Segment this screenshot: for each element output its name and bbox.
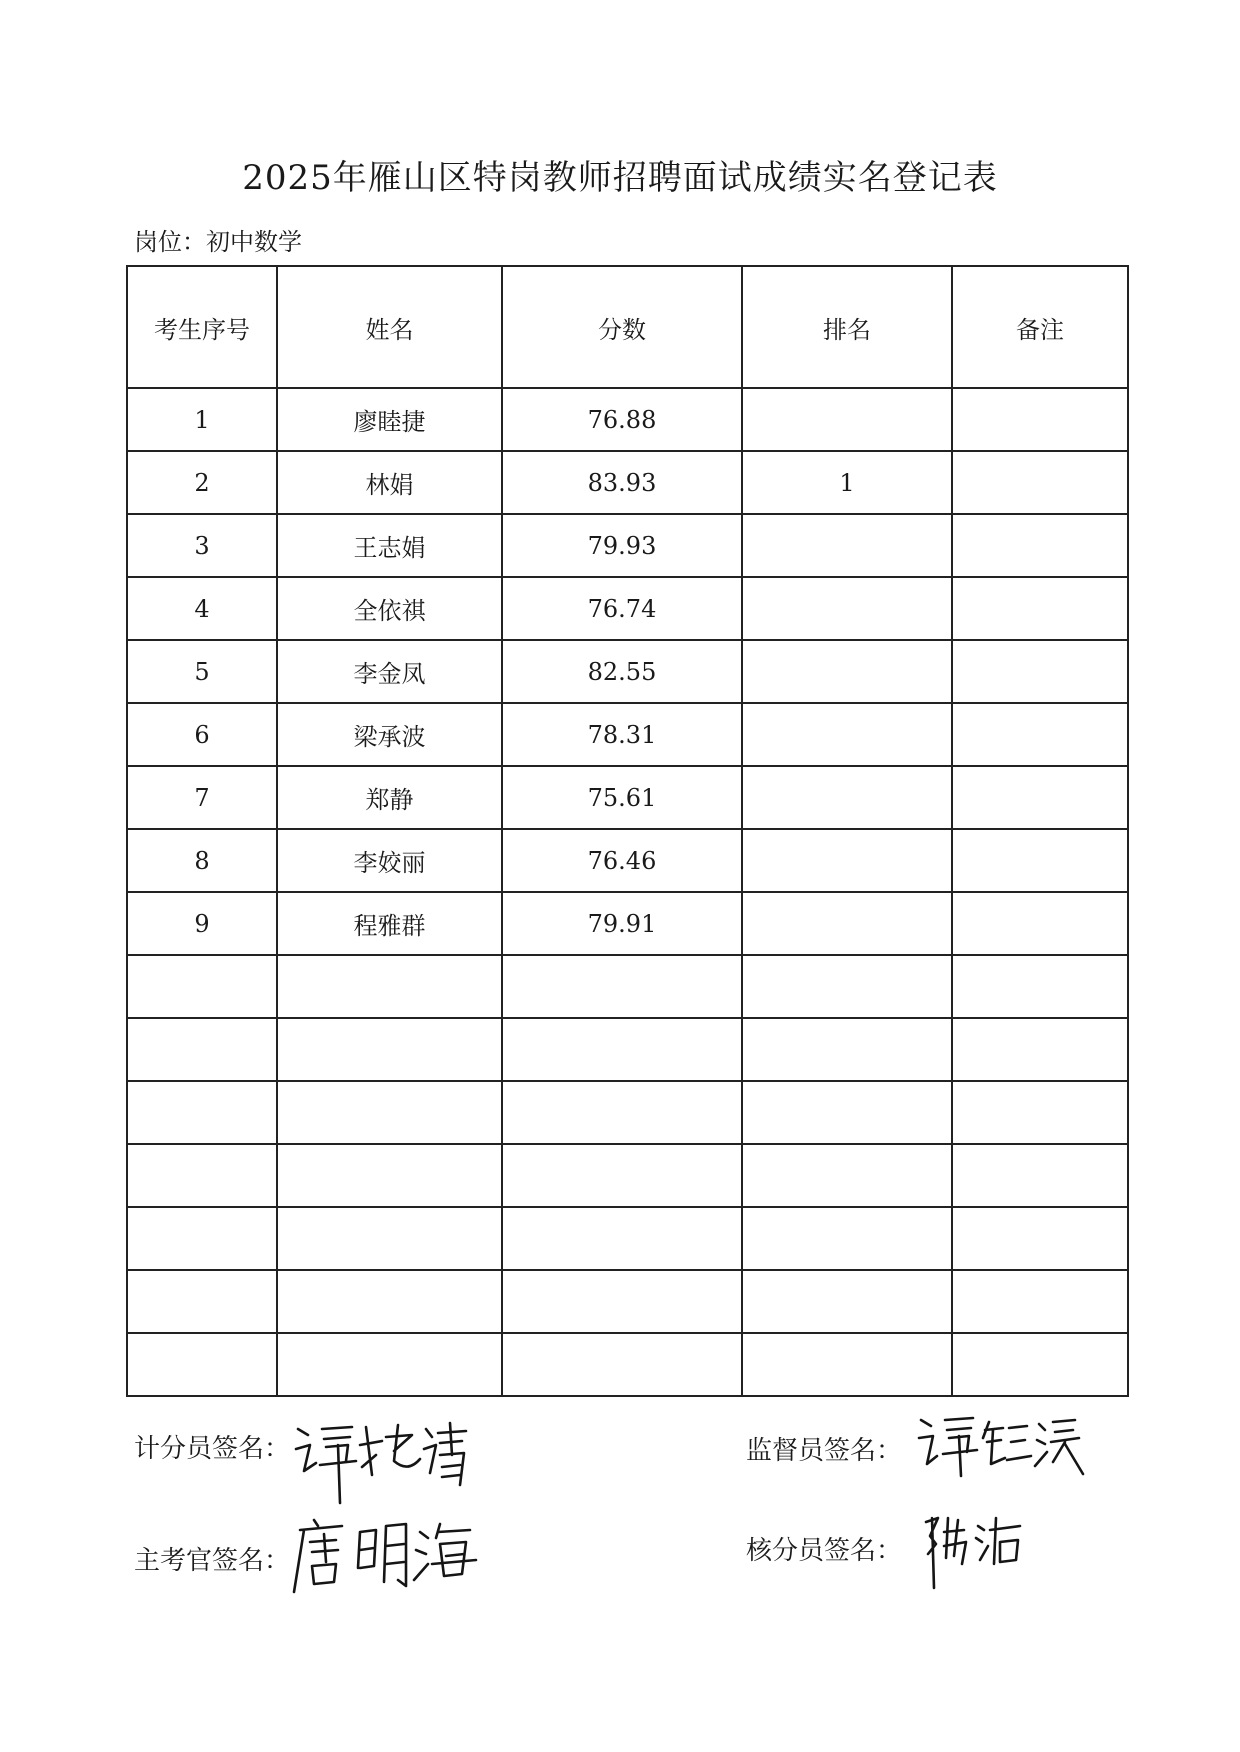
cell-note xyxy=(952,577,1128,640)
header-seq: 考生序号 xyxy=(127,266,277,388)
cell-name xyxy=(277,1144,502,1207)
cell-score xyxy=(502,955,742,1018)
cell-rank xyxy=(742,1270,952,1333)
cell-seq xyxy=(127,1018,277,1081)
cell-seq: 4 xyxy=(127,577,277,640)
table-row xyxy=(127,955,1128,1018)
table-row xyxy=(127,1207,1128,1270)
cell-score xyxy=(502,1018,742,1081)
checker-signature xyxy=(920,1508,1030,1597)
cell-note xyxy=(952,1333,1128,1396)
scorer-signature xyxy=(290,1415,470,1509)
table-row xyxy=(127,892,1128,955)
cell-name xyxy=(277,1333,502,1396)
cell-name: 王志娟 xyxy=(277,514,502,577)
cell-rank xyxy=(742,388,952,451)
cell-rank xyxy=(742,1144,952,1207)
cell-name: 廖睦捷 xyxy=(277,388,502,451)
table-row xyxy=(127,1270,1128,1333)
header-rank: 排名 xyxy=(742,266,952,388)
cell-score xyxy=(502,1081,742,1144)
cell-rank: 1 xyxy=(742,451,952,514)
cell-seq: 8 xyxy=(127,829,277,892)
cell-note xyxy=(952,451,1128,514)
table-row xyxy=(127,451,1128,514)
checker-signature-label: 核分员签名： xyxy=(746,1536,903,1566)
chief-signature xyxy=(290,1512,480,1606)
cell-score: 79.93 xyxy=(502,514,742,577)
table-row xyxy=(127,1333,1128,1396)
cell-note xyxy=(952,640,1128,703)
table-row xyxy=(127,766,1128,829)
cell-seq xyxy=(127,955,277,1018)
cell-seq: 5 xyxy=(127,640,277,703)
table-row xyxy=(127,1018,1128,1081)
cell-score: 76.88 xyxy=(502,388,742,451)
cell-rank xyxy=(742,1018,952,1081)
header-name: 姓名 xyxy=(277,266,502,388)
cell-seq: 2 xyxy=(127,451,277,514)
cell-note xyxy=(952,1081,1128,1144)
cell-seq xyxy=(127,1144,277,1207)
cell-score: 83.93 xyxy=(502,451,742,514)
cell-score xyxy=(502,1207,742,1270)
table-row xyxy=(127,577,1128,640)
cell-name xyxy=(277,1018,502,1081)
scorer-signature-label: 计分员签名： xyxy=(134,1434,291,1464)
cell-rank xyxy=(742,1333,952,1396)
cell-note xyxy=(952,1018,1128,1081)
page-title: 2025年雁山区特岗教师招聘面试成绩实名登记表 xyxy=(242,158,998,198)
cell-seq xyxy=(127,1081,277,1144)
cell-score: 76.46 xyxy=(502,829,742,892)
table-row xyxy=(127,829,1128,892)
cell-score: 79.91 xyxy=(502,892,742,955)
cell-name: 李金凤 xyxy=(277,640,502,703)
cell-rank xyxy=(742,892,952,955)
table-row xyxy=(127,1081,1128,1144)
cell-score xyxy=(502,1333,742,1396)
cell-name: 郑静 xyxy=(277,766,502,829)
table-row xyxy=(127,640,1128,703)
supervisor-signature-label: 监督员签名： xyxy=(746,1436,903,1466)
position-label: 岗位：初中数学 xyxy=(134,228,302,256)
cell-name: 程雅群 xyxy=(277,892,502,955)
cell-seq: 3 xyxy=(127,514,277,577)
cell-seq: 1 xyxy=(127,388,277,451)
cell-name xyxy=(277,955,502,1018)
cell-rank xyxy=(742,829,952,892)
cell-rank xyxy=(742,577,952,640)
cell-note xyxy=(952,1144,1128,1207)
cell-score: 78.31 xyxy=(502,703,742,766)
cell-rank xyxy=(742,514,952,577)
cell-seq: 6 xyxy=(127,703,277,766)
cell-name: 全依祺 xyxy=(277,577,502,640)
cell-name: 梁承波 xyxy=(277,703,502,766)
cell-note xyxy=(952,514,1128,577)
cell-rank xyxy=(742,1081,952,1144)
cell-rank xyxy=(742,955,952,1018)
table-row xyxy=(127,1144,1128,1207)
header-note: 备注 xyxy=(952,266,1128,388)
header-score: 分数 xyxy=(502,266,742,388)
supervisor-signature xyxy=(915,1408,1085,1492)
cell-note xyxy=(952,955,1128,1018)
cell-seq: 7 xyxy=(127,766,277,829)
cell-note xyxy=(952,766,1128,829)
cell-rank xyxy=(742,766,952,829)
cell-name: 李姣丽 xyxy=(277,829,502,892)
cell-name: 林娟 xyxy=(277,451,502,514)
table-header-row xyxy=(127,266,1128,388)
cell-score xyxy=(502,1144,742,1207)
cell-note xyxy=(952,1270,1128,1333)
cell-note xyxy=(952,703,1128,766)
cell-name xyxy=(277,1207,502,1270)
cell-note xyxy=(952,892,1128,955)
cell-score xyxy=(502,1270,742,1333)
cell-seq xyxy=(127,1270,277,1333)
cell-seq xyxy=(127,1207,277,1270)
cell-note xyxy=(952,1207,1128,1270)
cell-score: 82.55 xyxy=(502,640,742,703)
table-row xyxy=(127,388,1128,451)
table-row xyxy=(127,514,1128,577)
cell-name xyxy=(277,1270,502,1333)
cell-rank xyxy=(742,703,952,766)
cell-rank xyxy=(742,1207,952,1270)
chief-signature-label: 主考官签名： xyxy=(134,1546,291,1576)
score-table xyxy=(126,265,1129,1397)
cell-note xyxy=(952,829,1128,892)
cell-seq xyxy=(127,1333,277,1396)
table-row xyxy=(127,703,1128,766)
cell-name xyxy=(277,1081,502,1144)
cell-note xyxy=(952,388,1128,451)
cell-score: 76.74 xyxy=(502,577,742,640)
cell-rank xyxy=(742,640,952,703)
cell-seq: 9 xyxy=(127,892,277,955)
cell-score: 75.61 xyxy=(502,766,742,829)
